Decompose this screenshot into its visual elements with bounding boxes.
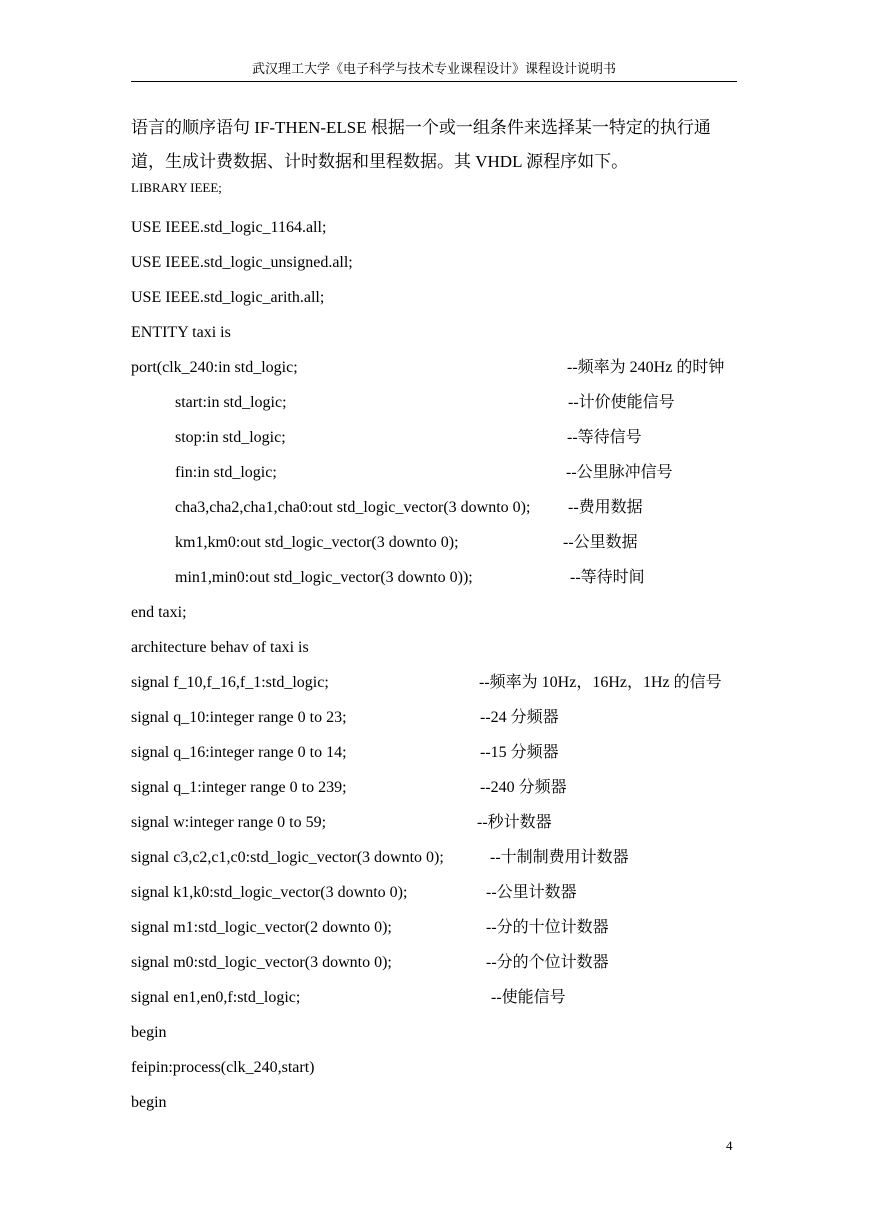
code-comment: --公里计数器 xyxy=(486,884,577,901)
code-line: signal q_10:integer range 0 to 23; xyxy=(131,709,347,726)
code-line: USE IEEE.std_logic_1164.all; xyxy=(131,219,327,236)
code-comment: --公里数据 xyxy=(563,534,638,551)
code-line: signal en1,en0,f:std_logic; xyxy=(131,989,301,1006)
code-line: end taxi; xyxy=(131,604,187,621)
code-line: signal q_1:integer range 0 to 239; xyxy=(131,779,347,796)
code-line: USE IEEE.std_logic_unsigned.all; xyxy=(131,254,353,271)
code-line: km1,km0:out std_logic_vector(3 downto 0); xyxy=(175,534,459,551)
code-comment: --240 分频器 xyxy=(480,779,567,796)
code-comment: --使能信号 xyxy=(491,989,566,1006)
code-line: stop:in std_logic; xyxy=(175,429,286,446)
code-line: signal q_16:integer range 0 to 14; xyxy=(131,744,347,761)
code-line: cha3,cha2,cha1,cha0:out std_logic_vector(3 downto 0); xyxy=(175,499,531,516)
code-line: signal m1:std_logic_vector(2 downto 0); xyxy=(131,919,392,936)
code-comment: --秒计数器 xyxy=(477,814,552,831)
code-comment: --分的个位计数器 xyxy=(486,954,609,971)
code-comment: --公里脉冲信号 xyxy=(566,464,673,481)
code-line: fin:in std_logic; xyxy=(175,464,277,481)
intro-line-1: 语言的顺序语句 IF-THEN-ELSE 根据一个或一组条件来选择某一特定的执行通 xyxy=(131,118,711,137)
code-line: signal w:integer range 0 to 59; xyxy=(131,814,327,831)
page-header: 武汉理工大学《电子科学与技术专业课程设计》课程设计说明书 xyxy=(251,61,616,76)
code-line: signal m0:std_logic_vector(3 downto 0); xyxy=(131,954,392,971)
code-comment: --计价使能信号 xyxy=(568,394,675,411)
code-line: ENTITY taxi is xyxy=(131,324,231,341)
header-rule xyxy=(131,81,737,82)
code-comment: --15 分频器 xyxy=(480,744,559,761)
code-comment: --24 分频器 xyxy=(480,709,559,726)
code-comment: --等待时间 xyxy=(570,569,645,586)
code-line: signal k1,k0:std_logic_vector(3 downto 0); xyxy=(131,884,408,901)
code-line: min1,min0:out std_logic_vector(3 downto 0)); xyxy=(175,569,473,586)
code-comment: --分的十位计数器 xyxy=(486,919,609,936)
code-comment: --费用数据 xyxy=(568,499,643,516)
code-line: start:in std_logic; xyxy=(175,394,287,411)
code-library-line: LIBRARY IEEE; xyxy=(131,180,222,195)
code-comment: --等待信号 xyxy=(567,429,642,446)
page-number: 4 xyxy=(726,1138,733,1153)
code-comment: --十制制费用计数器 xyxy=(490,849,629,866)
code-line: signal f_10,f_16,f_1:std_logic; xyxy=(131,674,329,691)
code-line: architecture behav of taxi is xyxy=(131,639,309,656)
code-comment: --频率为 10Hz，16Hz，1Hz 的信号 xyxy=(479,674,722,691)
intro-line-2: 道，生成计费数据、计时数据和里程数据。其 VHDL 源程序如下。 xyxy=(131,152,629,171)
code-line: port(clk_240:in std_logic; xyxy=(131,359,298,376)
code-line: feipin:process(clk_240,start) xyxy=(131,1059,315,1076)
code-line: begin xyxy=(131,1094,167,1111)
code-line: USE IEEE.std_logic_arith.all; xyxy=(131,289,325,306)
code-comment: --频率为 240Hz 的时钟 xyxy=(567,359,725,376)
code-line: begin xyxy=(131,1024,167,1041)
code-line: signal c3,c2,c1,c0:std_logic_vector(3 downto 0); xyxy=(131,849,444,866)
